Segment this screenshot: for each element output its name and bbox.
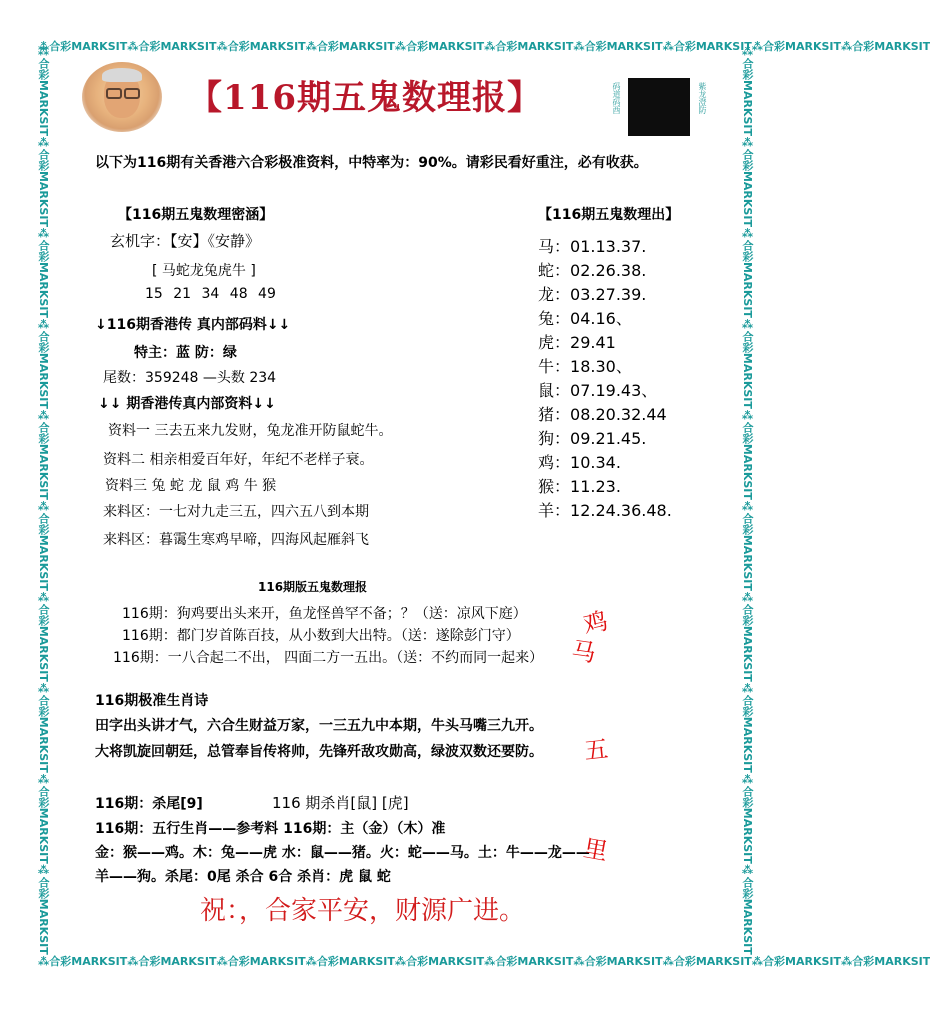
stamp-left: 码道码酉 [612, 82, 621, 114]
list-item: 兔：04.16、 [538, 309, 632, 328]
border-top: ⁂合彩MARKSIT⁂合彩MARKSIT⁂合彩MARKSIT⁂合彩MARKSIT⁂合彩MARKSIT⁂合彩MARKSIT⁂合彩MARKSIT⁂合彩MARKSIT⁂合彩MARKSIT⁂合彩MARKSIT [38, 40, 930, 53]
list-item: 猴：11.23. [538, 477, 621, 496]
zodiac-bracket: [ 马蛇龙兔虎牛 ] [152, 263, 256, 279]
list-item: 龙：03.27.39. [538, 285, 647, 304]
section2-line-3: 116期：一八合起二不出， 四面二方一五出。（送：不约而同一起来） [113, 650, 544, 666]
heading-poem: 116期极准生肖诗 [95, 693, 209, 709]
border-bottom: ⁂合彩MARKSIT⁂合彩MARKSIT⁂合彩MARKSIT⁂合彩MARKSIT⁂合彩MARKSIT⁂合彩MARKSIT⁂合彩MARKSIT⁂合彩MARKSIT⁂合彩MARKSIT⁂合彩MARKSIT [38, 955, 930, 968]
list-item: 狗：09.21.45. [538, 429, 647, 448]
laiyuan-1: 来料区：一七对九走三五，四六五八到本期 [103, 504, 369, 520]
intro-text: 以下为116期有关香港六合彩极准资料，中特率为：90%。请彩民看好重注，必有收获。 [95, 155, 648, 171]
stamp-right: 紫龙澄防 [698, 82, 707, 114]
redacted-box [628, 78, 690, 136]
number-list: 15 21 34 48 49 [145, 286, 276, 302]
list-item: 猪：08.20.32.44 [538, 405, 667, 424]
list-item: 牛：18.30、 [538, 357, 632, 376]
laiyuan-2: 来料区：暮霭生寒鸡早啼，四海风起雁斜飞 [103, 532, 369, 548]
ziliao-1: 资料一 三去五来九发财，兔龙准开防鼠蛇牛。 [108, 423, 393, 439]
handwritten-mark-1: 鸡 [580, 606, 611, 640]
poem-line-2: 大将凯旋回朝廷，总管奉旨传将帅，先锋歼敌攻勋高，绿波双数还要防。 [95, 744, 543, 760]
list-item: 虎：29.41 [538, 333, 616, 352]
heading-shuli: 【116期五鬼数理出】 [538, 207, 680, 223]
heading-section2: 116期版五鬼数理报 [258, 580, 368, 594]
handwritten-mark-4: 里 [581, 834, 610, 866]
shawei-text: 116期：杀尾[9] [95, 796, 203, 812]
poem-line-1: 田字出头讲才气，六合生财益万家，一三五九中本期，牛头马嘴三九开。 [95, 718, 543, 734]
section2-line-2: 116期：都门岁首陈百技，从小数到大出特。（送：遂除彭门守） [122, 628, 520, 644]
list-item: 蛇：02.26.38. [538, 261, 647, 280]
blessing-text: 祝：，合家平安，财源广进。 [200, 896, 526, 926]
ziliao-3: 资料三 兔 蛇 龙 鼠 鸡 牛 猴 [105, 478, 277, 494]
wuxing-line-2: 羊——狗。杀尾：0尾 杀合 6合 杀肖：虎 鼠 蛇 [95, 869, 391, 885]
border-right: ⁂合彩MARKSIT⁂合彩MARKSIT⁂合彩MARKSIT⁂合彩MARKSIT⁂合彩MARKSIT⁂合彩MARKSIT⁂合彩MARKSIT⁂合彩MARKSIT⁂合彩MARKSIT⁂合彩MARKSIT [741, 45, 754, 955]
heading-neibu: ↓116期香港传 真内部码料↓↓ [95, 317, 291, 333]
portrait-image [82, 62, 162, 132]
handwritten-mark-3: 五 [582, 734, 610, 766]
page-title: 【116期五鬼数理报】 [188, 78, 542, 118]
shaxiao-text: 116 期杀肖[鼠] [虎] [272, 794, 409, 812]
heading-ziliao: ↓↓ 期香港传真内部资料↓↓ [98, 396, 276, 412]
list-item: 羊：12.24.36.48. [538, 501, 672, 520]
handwritten-mark-2: 马 [569, 636, 598, 668]
tezhu-text: 特主：蓝 防：绿 [134, 345, 237, 361]
weishu-text: 尾数：359248 —头数 234 [103, 370, 277, 386]
list-item: 马：01.13.37. [538, 237, 647, 256]
list-item: 鼠：07.19.43、 [538, 381, 658, 400]
wuxing-line-1: 金：猴——鸡。木：兔——虎 水：鼠——猪。火：蛇——马。土：牛——龙—— [95, 845, 590, 861]
wuxing-heading: 116期：五行生肖——参考料 116期：主（金）（木）准 [95, 821, 446, 837]
section2-line-1: 116期：狗鸡要出头来开，鱼龙怪兽罕不备；？（送：凉风下庭） [122, 606, 527, 622]
ziliao-2: 资料二 相亲相爱百年好，年纪不老样子衰。 [103, 452, 374, 468]
border-left: ⁂合彩MARKSIT⁂合彩MARKSIT⁂合彩MARKSIT⁂合彩MARKSIT⁂合彩MARKSIT⁂合彩MARKSIT⁂合彩MARKSIT⁂合彩MARKSIT⁂合彩MARKSIT⁂合彩MARKSIT [37, 45, 50, 955]
list-item: 鸡：10.34. [538, 453, 621, 472]
xuanji-text: 玄机字：【安】《安静》 [110, 232, 261, 250]
heading-miyun: 【116期五鬼数理密涵】 [118, 207, 274, 223]
